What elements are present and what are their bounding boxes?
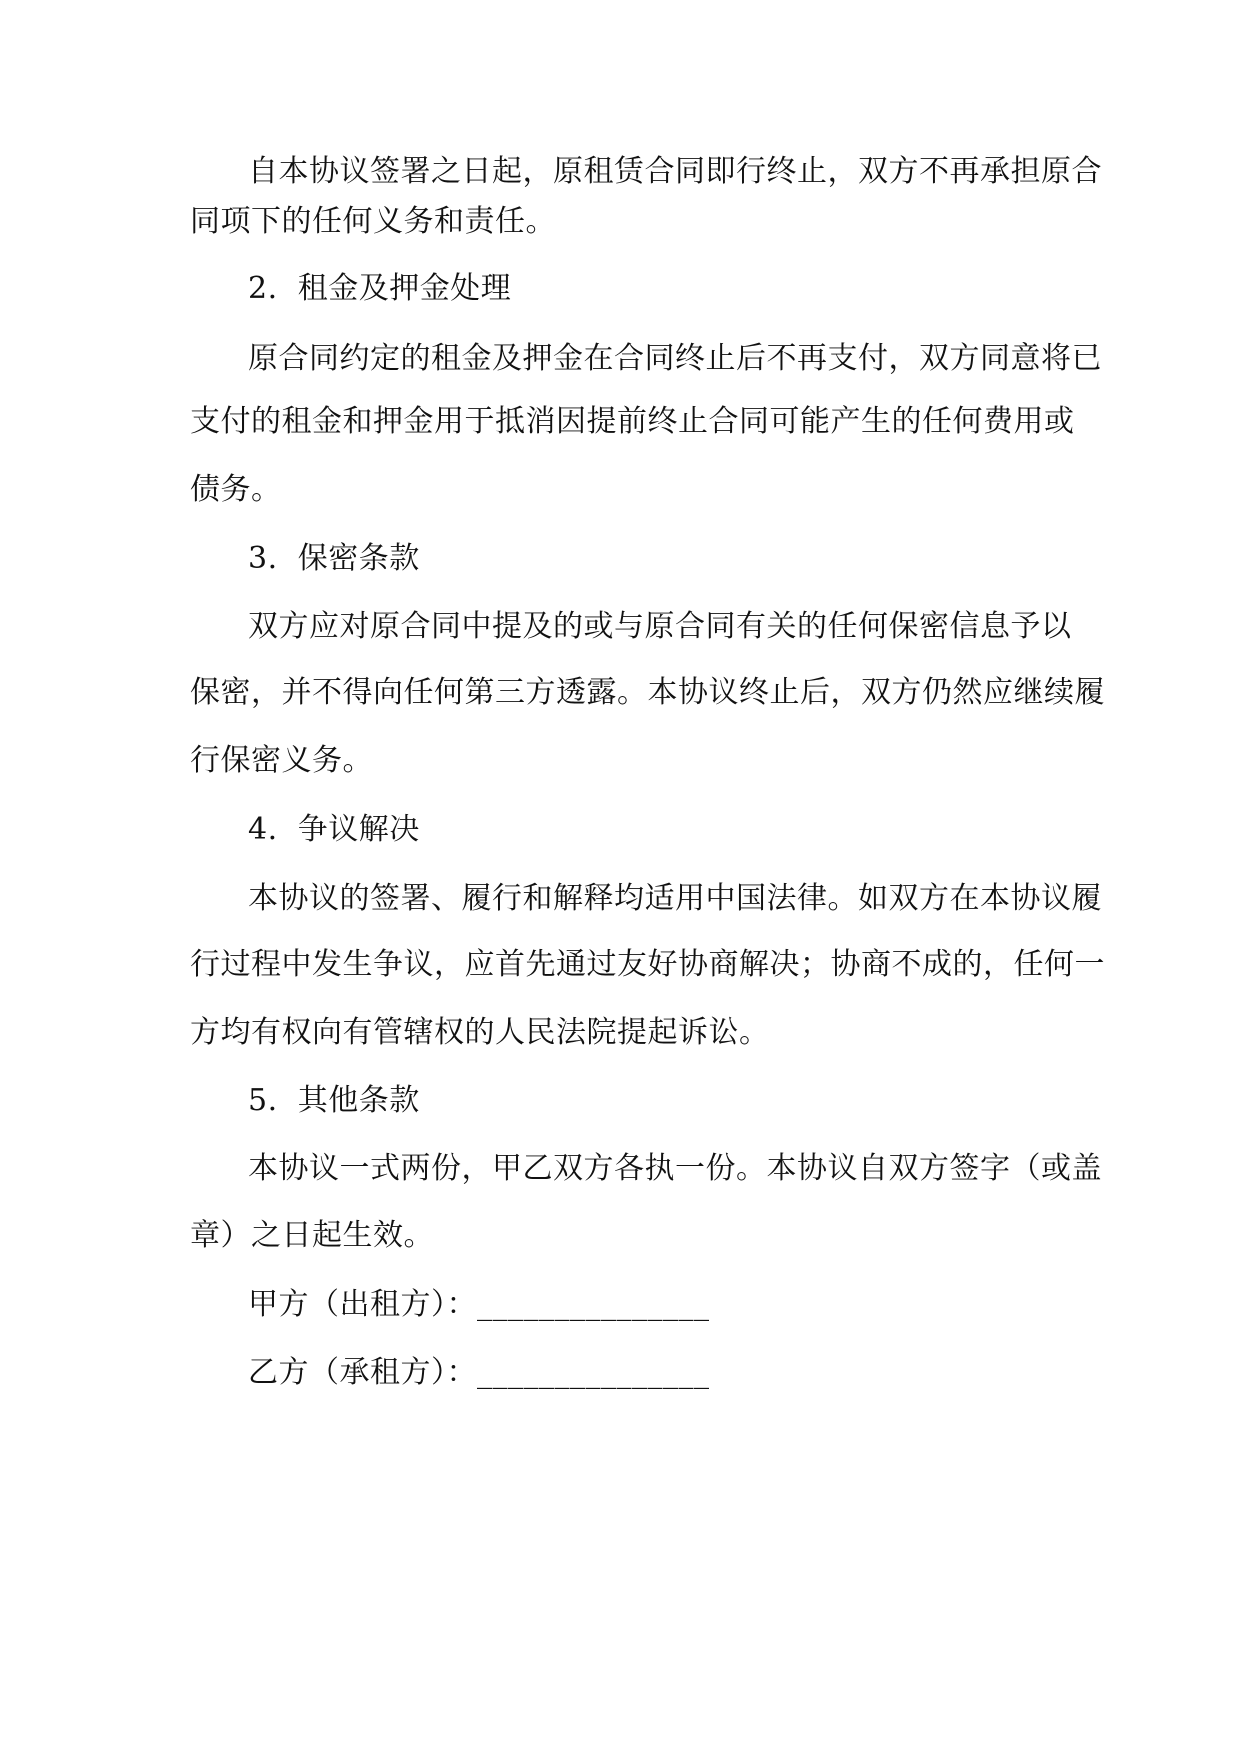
section-heading: 4. 争议解决 (248, 812, 420, 847)
paragraph-line: 同项下的任何义务和责任。 (190, 204, 556, 239)
paragraph-line: 章）之日起生效。 (190, 1218, 434, 1253)
section-heading: 5. 其他条款 (248, 1083, 420, 1118)
paragraph-line: 原合同约定的租金及押金在合同终止后不再支付，双方同意将已 (248, 341, 1102, 376)
paragraph-line: 行保密义务。 (190, 743, 373, 778)
section-heading: 2. 租金及押金处理 (248, 271, 512, 306)
signature-line-party-b: 乙方（承租方）：_______________ (248, 1355, 710, 1390)
paragraph-line: 本协议的签署、履行和解释均适用中国法律。如双方在本协议履 (248, 881, 1102, 916)
paragraph-line: 债务。 (190, 472, 282, 507)
section-heading: 3. 保密条款 (248, 541, 420, 576)
paragraph-line: 本协议一式两份，甲乙双方各执一份。本协议自双方签字（或盖 (248, 1151, 1102, 1186)
paragraph-line: 自本协议签署之日起，原租赁合同即行终止，双方不再承担原合 (248, 154, 1102, 189)
paragraph-line: 方均有权向有管辖权的人民法院提起诉讼。 (190, 1015, 770, 1050)
paragraph-line: 支付的租金和押金用于抵消因提前终止合同可能产生的任何费用或 (190, 404, 1075, 439)
paragraph-line: 双方应对原合同中提及的或与原合同有关的任何保密信息予以 (248, 609, 1072, 644)
paragraph-line: 保密，并不得向任何第三方透露。本协议终止后，双方仍然应继续履 (190, 675, 1105, 710)
signature-line-party-a: 甲方（出租方）：_______________ (248, 1287, 710, 1322)
paragraph-line: 行过程中发生争议，应首先通过友好协商解决；协商不成的，任何一 (190, 947, 1105, 982)
